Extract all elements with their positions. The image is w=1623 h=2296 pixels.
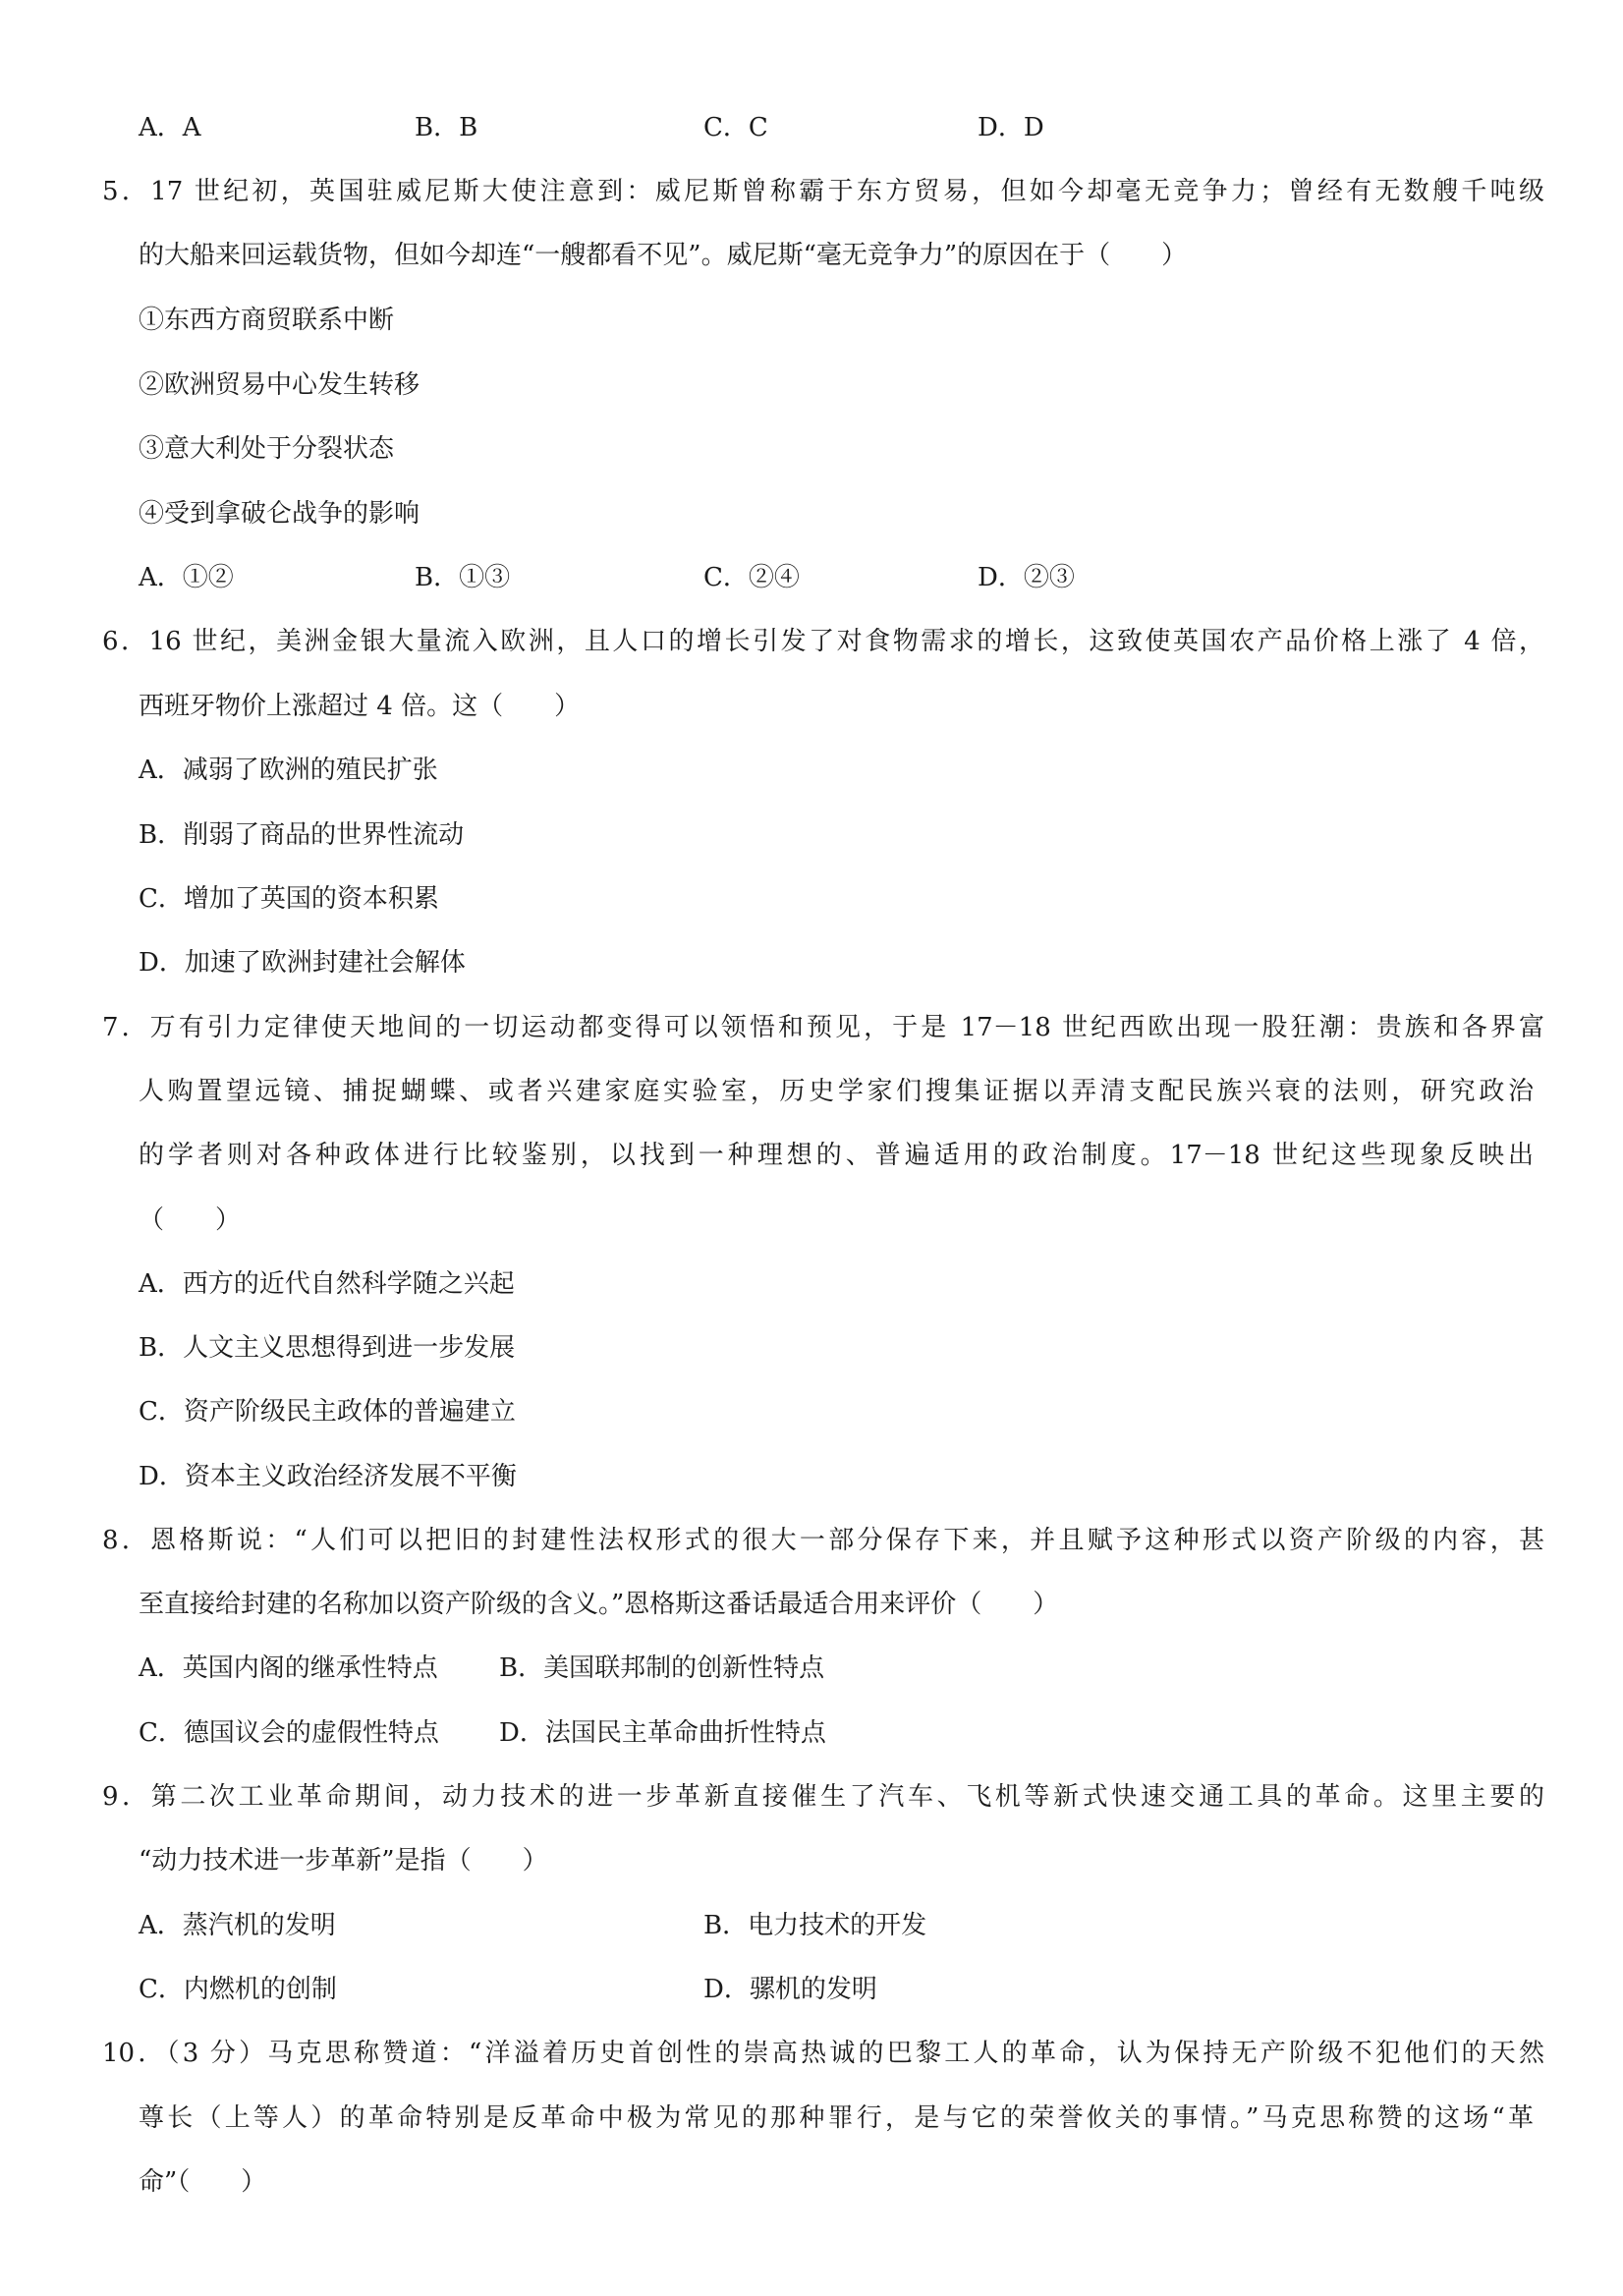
q5-item-3: ③意大利处于分裂状态 [139, 434, 395, 464]
q7-stem-line-4: （ ） [139, 1205, 242, 1235]
q5-stem-line-2: 的大船来回运载货物，但如今却连“一艘都看不见”。威尼斯“毫无竞争力”的原因在于（ ） [139, 241, 1188, 270]
option-d: D．②③ [978, 563, 1075, 592]
option-b: B．美国联邦制的创新性特点 [499, 1653, 825, 1683]
option-c: C．②④ [703, 563, 800, 592]
q6-option-d: D．加速了欧洲封建社会解体 [139, 948, 466, 978]
q10-stem-line-3: 命”（ ） [139, 2167, 267, 2197]
q6-option-c: C．增加了英国的资本积累 [139, 884, 439, 914]
q9-stem-line-1: 9．第二次工业革命期间，动力技术的进一步革新直接催生了汽车、飞机等新式快速交通工具的革命。这里主要的 [102, 1782, 1544, 1812]
option-b: B．①③ [415, 563, 511, 592]
option-c: C．C [703, 113, 768, 142]
q6-stem-line-2: 西班牙物价上涨超过 4 倍。这（ ） [139, 692, 581, 721]
q7-option-b: B．人文主义思想得到进一步发展 [139, 1333, 516, 1363]
q6-stem-line-1: 6．16 世纪，美洲金银大量流入欧洲，且人口的增长引发了对食物需求的增长，这致使英国农产品价格上涨了 4 倍， [102, 627, 1544, 656]
q5-item-2: ②欧洲贸易中心发生转移 [139, 370, 420, 400]
option-a: A．①② [139, 563, 234, 592]
option-a: A．英国内阁的继承性特点 [139, 1653, 438, 1683]
q7-option-a: A．西方的近代自然科学随之兴起 [139, 1269, 515, 1299]
q7-option-c: C．资产阶级民主政体的普遍建立 [139, 1397, 516, 1427]
q8-stem-line-2: 至直接给封建的名称加以资产阶级的含义。”恩格斯这番话最适合用来评价（ ） [139, 1590, 1059, 1619]
q8-stem-line-1: 8．恩格斯说：“人们可以把旧的封建性法权形式的很大一部分保存下来，并且赋予这种形式以资产阶级的内容，甚 [102, 1526, 1544, 1555]
option-d: D．法国民主革命曲折性特点 [499, 1718, 826, 1748]
q6-option-a: A．减弱了欧洲的殖民扩张 [139, 756, 438, 785]
option-b: B．B [415, 113, 478, 142]
q6-option-b: B．削弱了商品的世界性流动 [139, 820, 465, 850]
option-a: A．A [139, 113, 201, 142]
q10-stem-line-1: 10．（3 分）马克思称赞道：“洋溢着历史首创性的崇高热诚的巴黎工人的革命，认为保持无产阶级不犯他们的天然 [102, 2039, 1544, 2068]
q7-option-d: D．资本主义政治经济发展不平衡 [139, 1462, 517, 1491]
option-d: D．D [978, 113, 1044, 142]
option-b: B．电力技术的开发 [703, 1911, 927, 1940]
q5-stem-line-1: 5．17 世纪初，英国驻威尼斯大使注意到：威尼斯曾称霸于东方贸易，但如今却毫无竞争力；曾经有无数艘千吨级 [102, 177, 1544, 206]
q7-stem-line-1: 7．万有引力定律使天地间的一切运动都变得可以领悟和预见，于是 17－18 世纪西欧出现一股狂潮：贵族和各界富 [102, 1013, 1544, 1042]
option-d: D．骡机的发明 [703, 1975, 877, 2004]
q10-stem-line-2: 尊长（上等人）的革命特别是反革命中极为常见的那种罪行，是与它的荣誉攸关的事情。”马克思称赞的这场“革 [139, 2103, 1534, 2133]
q9-stem-line-2: “动力技术进一步革新”是指（ ） [139, 1846, 548, 1876]
q7-stem-line-2: 人购置望远镜、捕捉蝴蝶、或者兴建家庭实验室，历史学家们搜集证据以弄清支配民族兴衰的法则，研究政治 [139, 1077, 1534, 1106]
q5-item-1: ①东西方商贸联系中断 [139, 306, 395, 335]
q5-item-4: ④受到拿破仑战争的影响 [139, 499, 420, 529]
option-a: A．蒸汽机的发明 [139, 1911, 336, 1940]
q7-stem-line-3: 的学者则对各种政体进行比较鉴别，以找到一种理想的、普遍适用的政治制度。17－18 世纪这些现象反映出 [139, 1141, 1534, 1170]
option-c: C．内燃机的创制 [139, 1975, 337, 2004]
option-c: C．德国议会的虚假性特点 [139, 1718, 439, 1748]
